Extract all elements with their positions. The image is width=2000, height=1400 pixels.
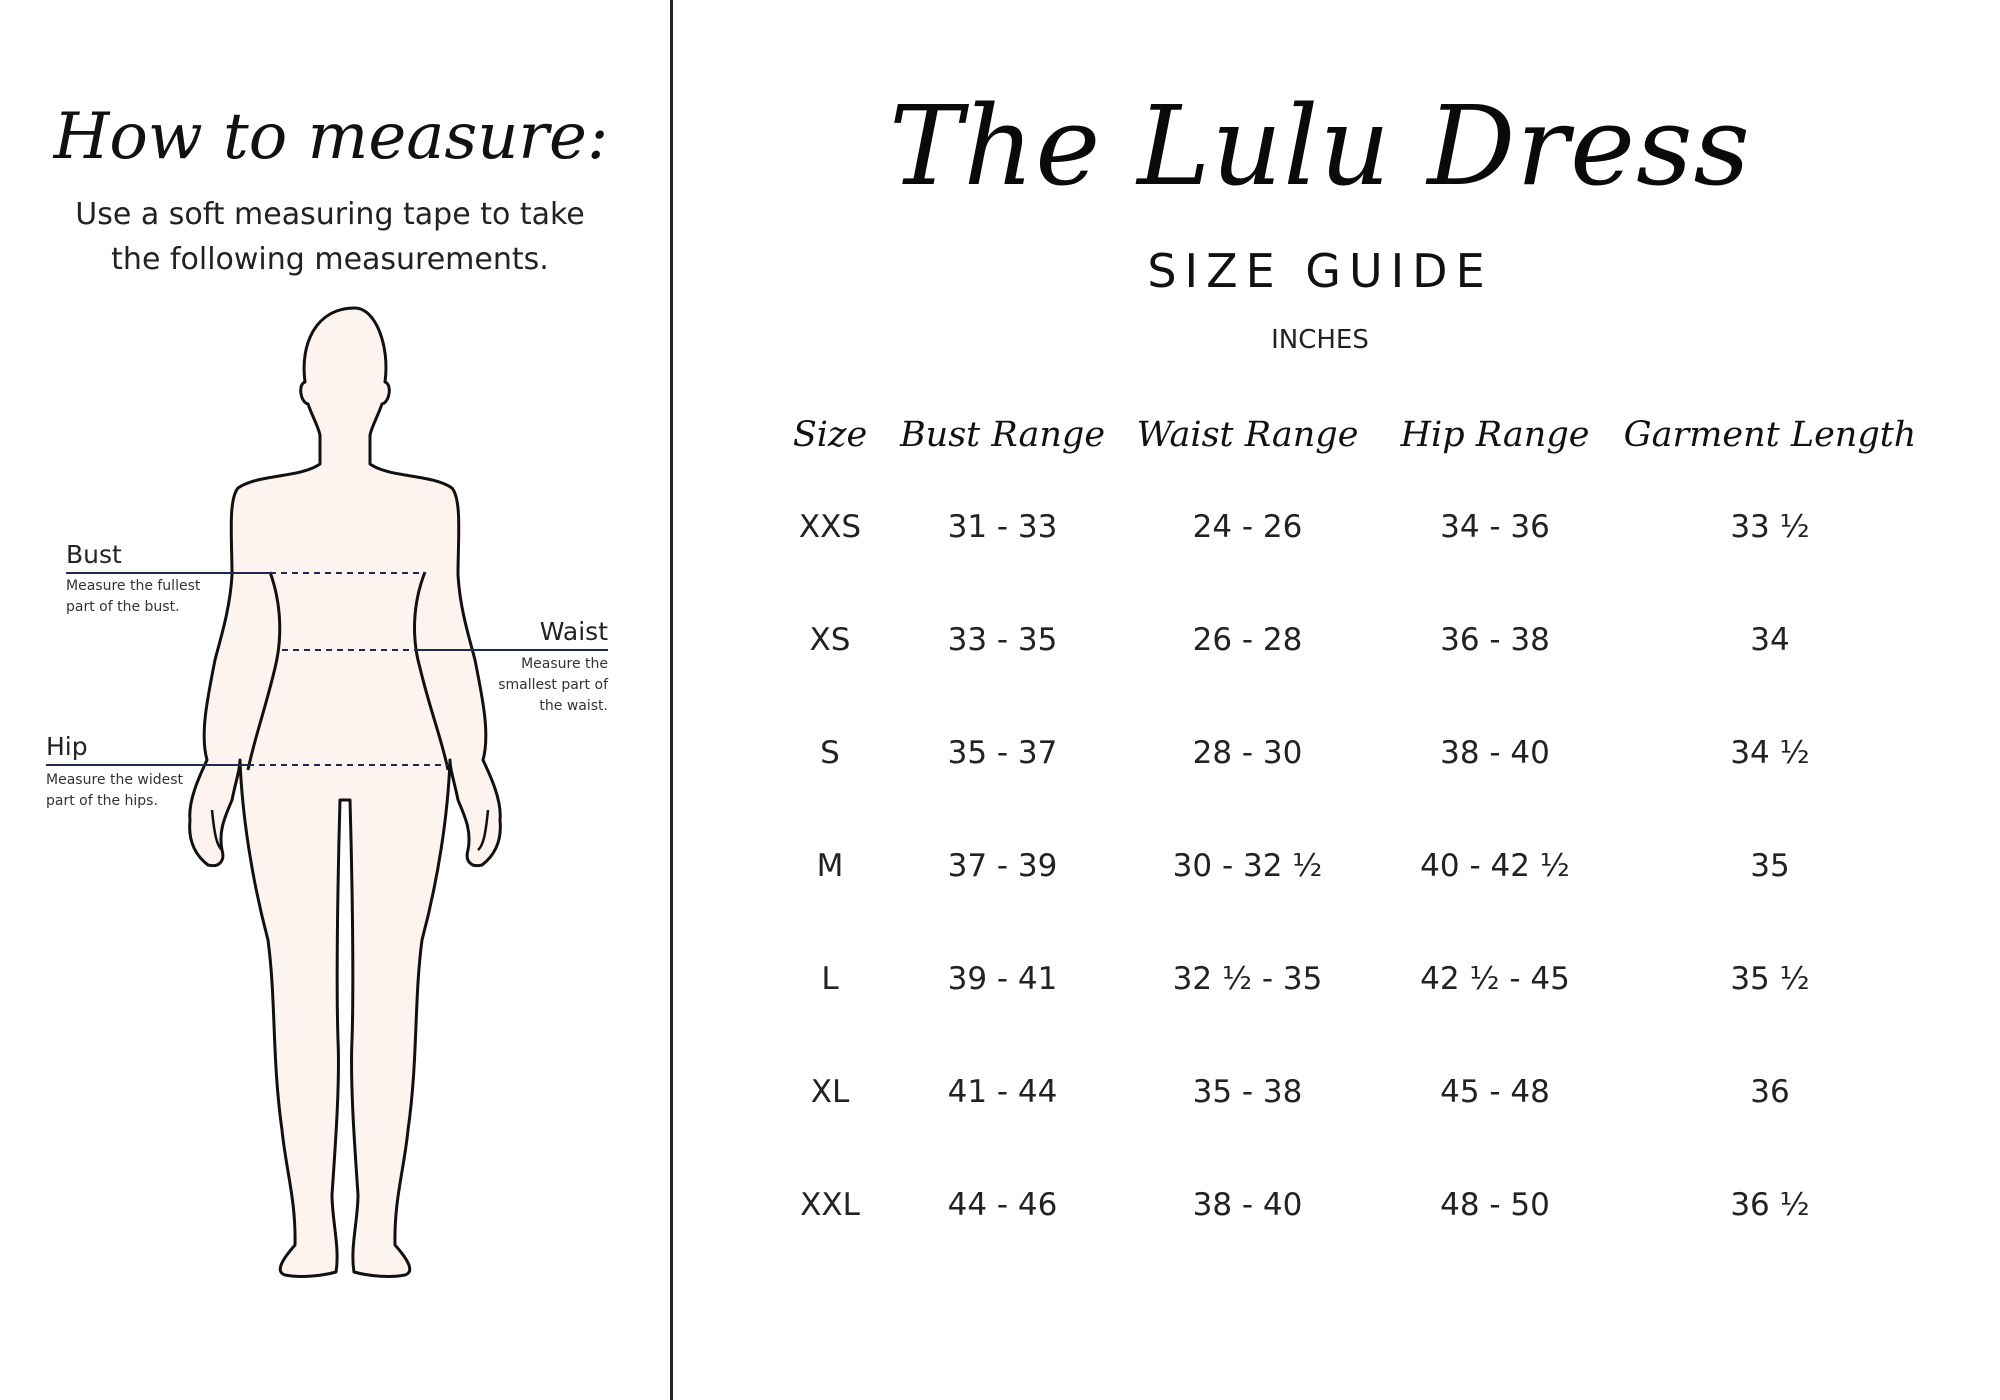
table-row [780, 922, 1920, 1035]
cell-size: XL [810, 1073, 850, 1110]
cell-size: S [820, 734, 840, 771]
cell-waist: 26 - 28 [1192, 621, 1303, 658]
cell-waist: 28 - 30 [1192, 734, 1303, 771]
table-header-row [780, 400, 1920, 470]
cell-bust: 33 - 35 [947, 621, 1058, 658]
cell-bust: 39 - 41 [947, 960, 1058, 997]
cell-waist: 24 - 26 [1192, 508, 1303, 545]
hip-note-line-2: part of the hips. [46, 793, 158, 809]
header-bust-range: Bust Range [899, 415, 1106, 455]
cell-bust: 35 - 37 [947, 734, 1058, 771]
table-row [780, 1148, 1920, 1261]
cell-hip: 34 - 36 [1440, 508, 1550, 545]
panel-divider [670, 0, 673, 1400]
table-row [780, 583, 1920, 696]
cell-hip: 36 - 38 [1440, 621, 1550, 658]
bust-note-line-1: Measure the fullest [66, 578, 201, 594]
cell-size: XS [809, 621, 851, 658]
header-hip-range: Hip Range [1400, 415, 1590, 455]
bust-label: Bust [66, 540, 122, 569]
waist-note [468, 654, 608, 717]
cell-length: 33 ½ [1730, 508, 1810, 545]
table-row [780, 696, 1920, 809]
hip-note [46, 770, 183, 812]
cell-bust: 44 - 46 [947, 1186, 1058, 1223]
cell-length: 34 ½ [1730, 734, 1810, 771]
cell-waist: 32 ½ - 35 [1172, 960, 1323, 997]
cell-length: 35 [1750, 847, 1790, 884]
cell-hip: 45 - 48 [1440, 1073, 1550, 1110]
header-size: Size [792, 415, 868, 455]
cell-waist: 35 - 38 [1192, 1073, 1303, 1110]
body-silhouette [190, 308, 501, 1276]
cell-bust: 37 - 39 [947, 847, 1058, 884]
cell-waist: 30 - 32 ½ [1172, 847, 1323, 884]
waist-label: Waist [539, 617, 608, 646]
cell-hip: 38 - 40 [1440, 734, 1550, 771]
cell-bust: 31 - 33 [947, 508, 1058, 545]
cell-hip: 40 - 42 ½ [1420, 847, 1570, 884]
cell-size: L [821, 960, 839, 997]
header-waist-range: Waist Range [1136, 415, 1359, 455]
waist-note-line-2: smallest part of [498, 677, 608, 693]
cell-length: 35 ½ [1730, 960, 1810, 997]
table-row [780, 470, 1920, 583]
waist-note-line-1: Measure the [521, 656, 608, 672]
cell-waist: 38 - 40 [1192, 1186, 1303, 1223]
cell-size: XXL [800, 1186, 860, 1223]
cell-size: M [816, 847, 844, 884]
table-row [780, 809, 1920, 922]
bust-note-line-2: part of the bust. [66, 599, 180, 615]
units-label: INCHES [1271, 325, 1369, 355]
cell-bust: 41 - 44 [947, 1073, 1058, 1110]
cell-size: XXS [798, 508, 862, 545]
cell-hip: 48 - 50 [1440, 1186, 1550, 1223]
size-table [780, 400, 1920, 1261]
cell-length: 36 [1750, 1073, 1790, 1110]
dress-title: The Lulu Dress [889, 82, 1751, 210]
size-guide-heading: SIZE GUIDE [1147, 244, 1493, 298]
table-row [780, 1035, 1920, 1148]
hip-label: Hip [46, 732, 88, 761]
how-to-measure-title: How to measure: [53, 100, 609, 174]
waist-note-line-3: the waist. [539, 698, 608, 714]
hip-note-line-1: Measure the widest [46, 772, 183, 788]
cell-length: 36 ½ [1730, 1186, 1810, 1223]
header-garment-length: Garment Length [1623, 415, 1917, 455]
instructions-line-2: the following measurements. [111, 242, 549, 277]
cell-length: 34 [1750, 621, 1790, 658]
cell-hip: 42 ½ - 45 [1420, 960, 1570, 997]
instructions-line-1: Use a soft measuring tape to take [75, 197, 585, 232]
bust-note [66, 576, 200, 618]
